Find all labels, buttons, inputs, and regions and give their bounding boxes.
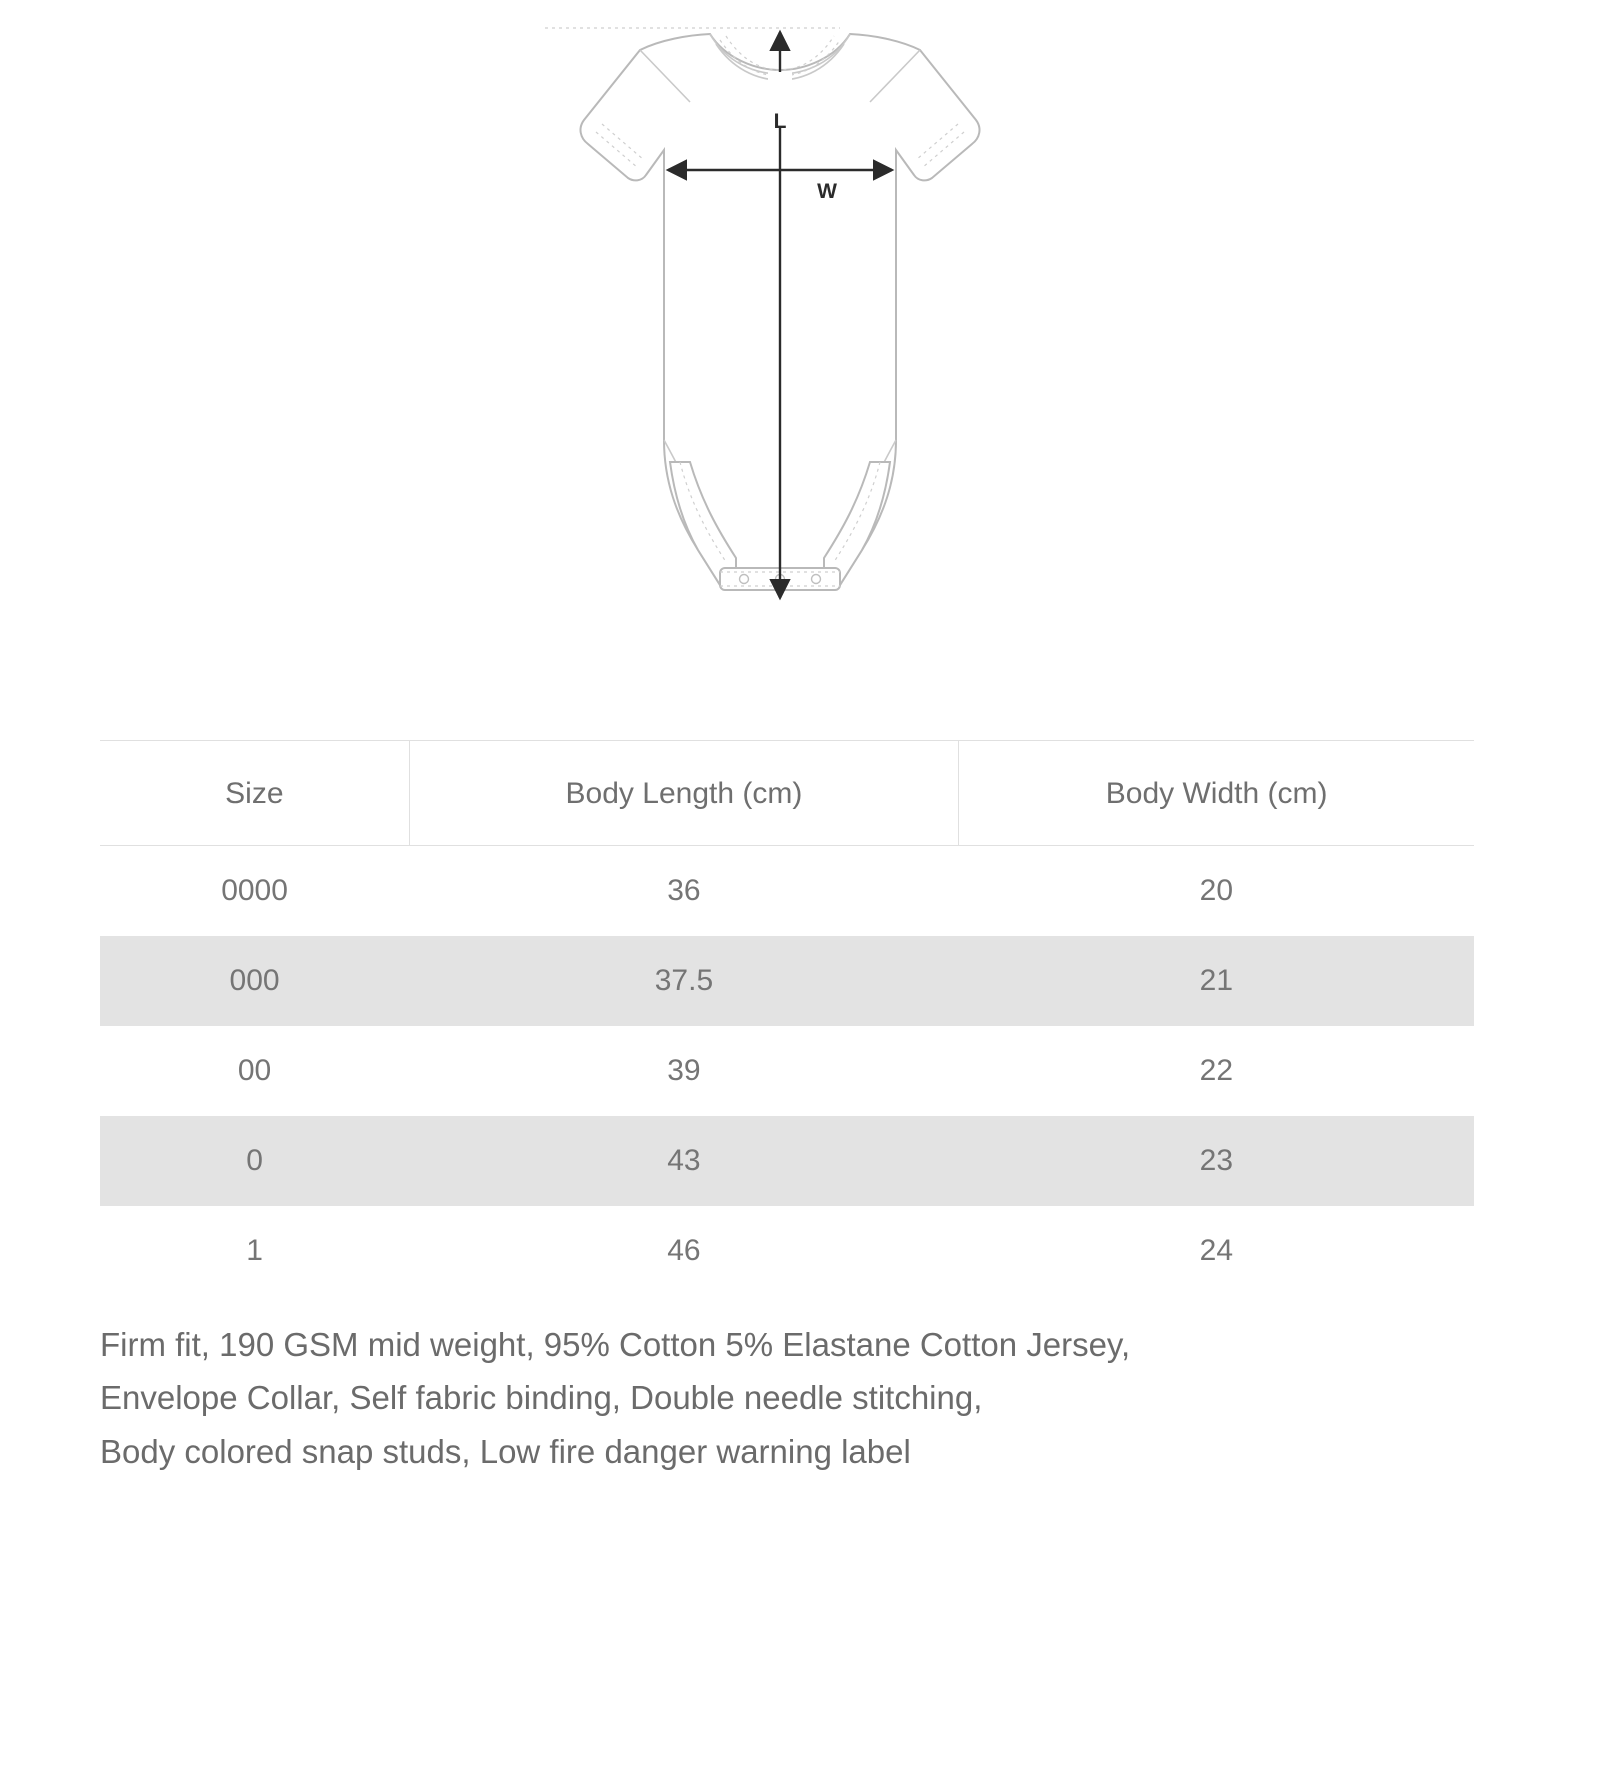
snap-stud — [740, 575, 749, 584]
cell-body-length: 43 — [409, 1116, 959, 1206]
cell-body-width: 22 — [1199, 1054, 1234, 1087]
cell-body-width: 21 — [959, 936, 1474, 1026]
size-table-container — [0, 740, 1600, 1296]
cell-size: 1 — [246, 1234, 263, 1267]
column-header-body-length: Body Length (cm) — [409, 741, 959, 846]
description-line-1: Firm fit, 190 GSM mid weight, 95% Cotton 5% Elastane Cotton Jersey, — [100, 1326, 1131, 1363]
cell-size: 0 — [100, 1116, 409, 1206]
cell-size: 00 — [237, 1054, 272, 1087]
length-label: L — [773, 110, 787, 133]
description-line-2: Envelope Collar, Self fabric binding, Double needle stitching, — [100, 1379, 983, 1417]
cell-size: 0000 — [221, 874, 288, 907]
table-row — [100, 1206, 1474, 1296]
table-row — [100, 1116, 1474, 1206]
cell-body-length: 39 — [667, 1054, 701, 1087]
description-line-3: Body colored snap studs, Low fire danger warning label — [100, 1432, 911, 1470]
table-row — [100, 936, 1474, 1026]
cell-body-width: 24 — [1199, 1234, 1234, 1267]
product-description — [100, 1318, 1500, 1478]
column-header-size: Size — [100, 741, 409, 846]
size-table — [100, 740, 1474, 1296]
column-header-body-width: Body Width (cm) — [959, 741, 1474, 846]
cell-body-length: 46 — [667, 1234, 701, 1267]
table-row — [100, 1026, 1474, 1116]
table-header — [100, 741, 1474, 846]
cell-size: 000 — [100, 936, 409, 1026]
snap-stud — [812, 575, 821, 584]
cell-body-length: 37.5 — [409, 936, 959, 1026]
table-row — [100, 846, 1474, 937]
cell-body-length: 36 — [667, 874, 701, 907]
width-label: W — [817, 180, 837, 203]
bodysuit-illustration — [540, 10, 1060, 710]
cell-body-width: 20 — [1199, 874, 1234, 907]
table-body — [100, 846, 1474, 1297]
cell-body-width: 23 — [959, 1116, 1474, 1206]
table-header-row — [100, 741, 1474, 846]
garment-diagram — [0, 0, 1600, 740]
